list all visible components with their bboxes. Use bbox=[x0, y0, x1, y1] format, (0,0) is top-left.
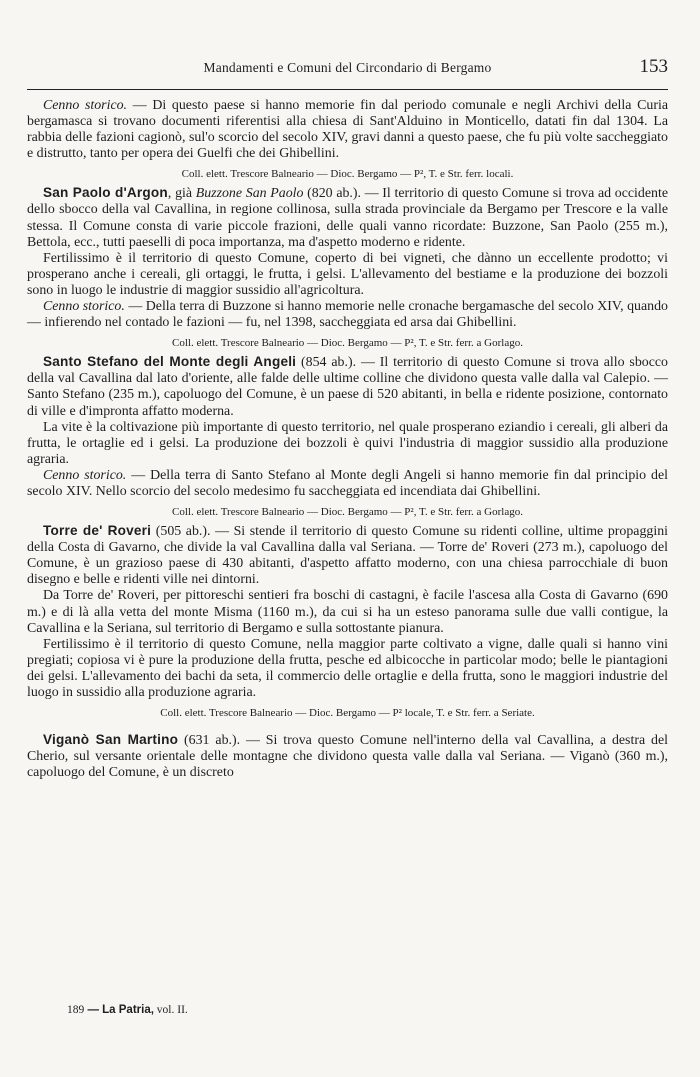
cenno-label: Cenno storico. bbox=[43, 98, 128, 113]
entry-heading: San Paolo d'Argon bbox=[43, 185, 168, 201]
page bbox=[27, 0, 668, 1077]
header-rule bbox=[27, 89, 668, 90]
entry-text: (820 ab.). — Il territorio di questo Comune si trova ad occidente dello sbocco della val Cavallina, in regione collinosa, sulla strada provinciale da Bergamo per Trescore e la valle stessa. Il Comune consta di varie piccole frazioni, delle quali vanno ricordate: Buzzone, San Paolo (255 m.), Bettola, ecc., tutti paeselli di poca importanza, ma d'aspetto moderno e ridente. bbox=[27, 186, 669, 250]
signature-footer bbox=[67, 1004, 188, 1016]
entry-san-paolo-d-argon bbox=[27, 185, 668, 250]
entry-text: (631 ab.). — Si trova questo Comune nell'interno della val Cavallina, a destra del Cherio, sul versante orientale delle montagne che dividono questa valle dalla val Seriana. — Viganò (360 m.), capoluogo del Comune, è un discreto bbox=[27, 733, 668, 781]
paragraph: La vite è la coltivazione più importante di questo territorio, nel quale prosperano eziandio i cereali, gli alberi da frutta, le ortaglie ed i gelsi. La produzione dei bozzoli è quivi l'industria di maggior sussidio alla produzione agraria. bbox=[27, 419, 668, 467]
page-number: 153 bbox=[639, 56, 668, 77]
entry-heading: Santo Stefano del Monte degli Angeli bbox=[43, 354, 297, 370]
electoral-info: Coll. elett. Trescore Balneario — Dioc. Bergamo — P², T. e Str. ferr. a Gorlago. bbox=[172, 337, 523, 350]
entry-heading: Torre de' Roveri bbox=[43, 523, 152, 539]
entry-text: (854 ab.). — Il territorio di questo Comune si trova allo sbocco della val Cavallina dal lato d'oriente, alle falde delle ultime colline che dividono questa valle dalla val Calepio. — Santo Stefano (235 m.), capoluogo del Comune, è un paese di 520 abitanti, in bella e ridente posizione, contornato di ville e d'impronta affatto moderna. bbox=[27, 355, 668, 419]
entry-torre-de-roveri bbox=[27, 523, 668, 588]
footer-number: 189 bbox=[67, 1004, 85, 1016]
paragraph bbox=[27, 299, 668, 331]
paragraph-text: — Di questo paese si hanno memorie fin dal periodo comunale e negli Archivi della Curia bergamasca si trovano documenti riferentisi alla chiesa di Sant'Alduino in Monticello, datati fin dal 1304. La rabbia delle fazioni cagionò, sul'o scorcio del secolo XIV, gravi danni a questo paese, che fu più volte saccheggiato e distrutto, tanto per opera dei Guelfi che dei Ghibellini. bbox=[27, 98, 668, 162]
entry-text: , già bbox=[167, 186, 196, 202]
volume-label: vol. II. bbox=[153, 1004, 188, 1016]
alt-name: Buzzone San Paolo bbox=[195, 186, 304, 202]
entry-santo-stefano bbox=[27, 354, 668, 419]
entry-text: (505 ab.). — Si stende il territorio di questo Comune su ridenti colline, ultime propaggini della Costa di Gavarno, che divide la val Cavallina dalla val Seriana. — Torre de' Roveri (273 m.), capoluogo del Comune, è un grazioso paese di 430 abitanti, d'aspetto affatto moderno, con una chiesa parrocchiale di buon disegno e belle e ridenti ville nei dintorni. bbox=[27, 524, 668, 588]
entry-heading: Viganò San Martino bbox=[43, 732, 179, 748]
paragraph bbox=[27, 98, 668, 162]
electoral-info: Coll. elett. Trescore Balneario — Dioc. Bergamo — P², T. e Str. ferr. locali. bbox=[181, 168, 514, 181]
electoral-info: Coll. elett. Trescore Balneario — Dioc. Bergamo — P², T. e Str. ferr. a Gorlago. bbox=[172, 506, 523, 519]
cenno-label: Cenno storico. bbox=[43, 467, 127, 483]
cenno-label: Cenno storico. bbox=[43, 299, 125, 315]
paragraph: Fertilissimo è il territorio di questo Comune, coperto di bei vigneti, che dànno un eccellente prodotto; vi prosperano anche i cereali, gli ortaggi, le frutta, i gelsi. L'allevamento del bestiame e la produzione dei bozzoli sono in luogo le industrie di maggior sussidio all'agricoltura. bbox=[27, 250, 668, 298]
paragraph bbox=[27, 468, 668, 500]
paragraph: Da Torre de' Roveri, per pittoreschi sentieri fra boschi di castagni, è facile l'ascesa alla Costa di Gavarno (690 m.) e di là alla vetta del monte Misma (1160 m.), da cui si ha un esteso panorama sulle due valli contigue, la Cavallina e la Seriana, sul territorio di Bergamo e sulla sottostante pianura. bbox=[27, 588, 668, 636]
electoral-info: Coll. elett. Trescore Balneario — Dioc. Bergamo — P² locale, T. e Str. ferr. a Seriate. bbox=[160, 707, 535, 720]
paragraph: Fertilissimo è il territorio di questo Comune, nella maggior parte coltivato a vigne, dalle quali si hanno vini pregiati; copiosa vi è pure la produzione della frutta, pesche ed albicocche in particolar modo; belle le piantagioni dei gelsi. L'allevamento dei bachi da seta, il commercio delle ortaglie e della frutta, sono le maggiori industrie del luogo in sussidio alla produzione agraria. bbox=[27, 636, 668, 700]
paragraph-text: — Della terra di Santo Stefano al Monte degli Angeli si hanno memorie fin dal principio del secolo XIV. Nello scorcio del secolo medesimo fu saccheggiata ed incendiata dai Ghibellini. bbox=[27, 467, 668, 499]
running-title: Mandamenti e Comuni del Circondario di Bergamo bbox=[203, 60, 492, 75]
paragraph-text: — Della terra di Buzzone si hanno memorie nelle cronache bergamasche del secolo XIV, quando — infierendo nel contado le fazioni — fu, nel 1398, saccheggiata ed arsa dai Ghibellini. bbox=[27, 299, 668, 331]
body-text bbox=[27, 98, 668, 781]
publication-title: La Patria, bbox=[102, 1004, 154, 1016]
entry-vigano-san-martino bbox=[27, 732, 668, 781]
footer-dash: — bbox=[84, 1004, 103, 1016]
running-header bbox=[27, 58, 668, 80]
